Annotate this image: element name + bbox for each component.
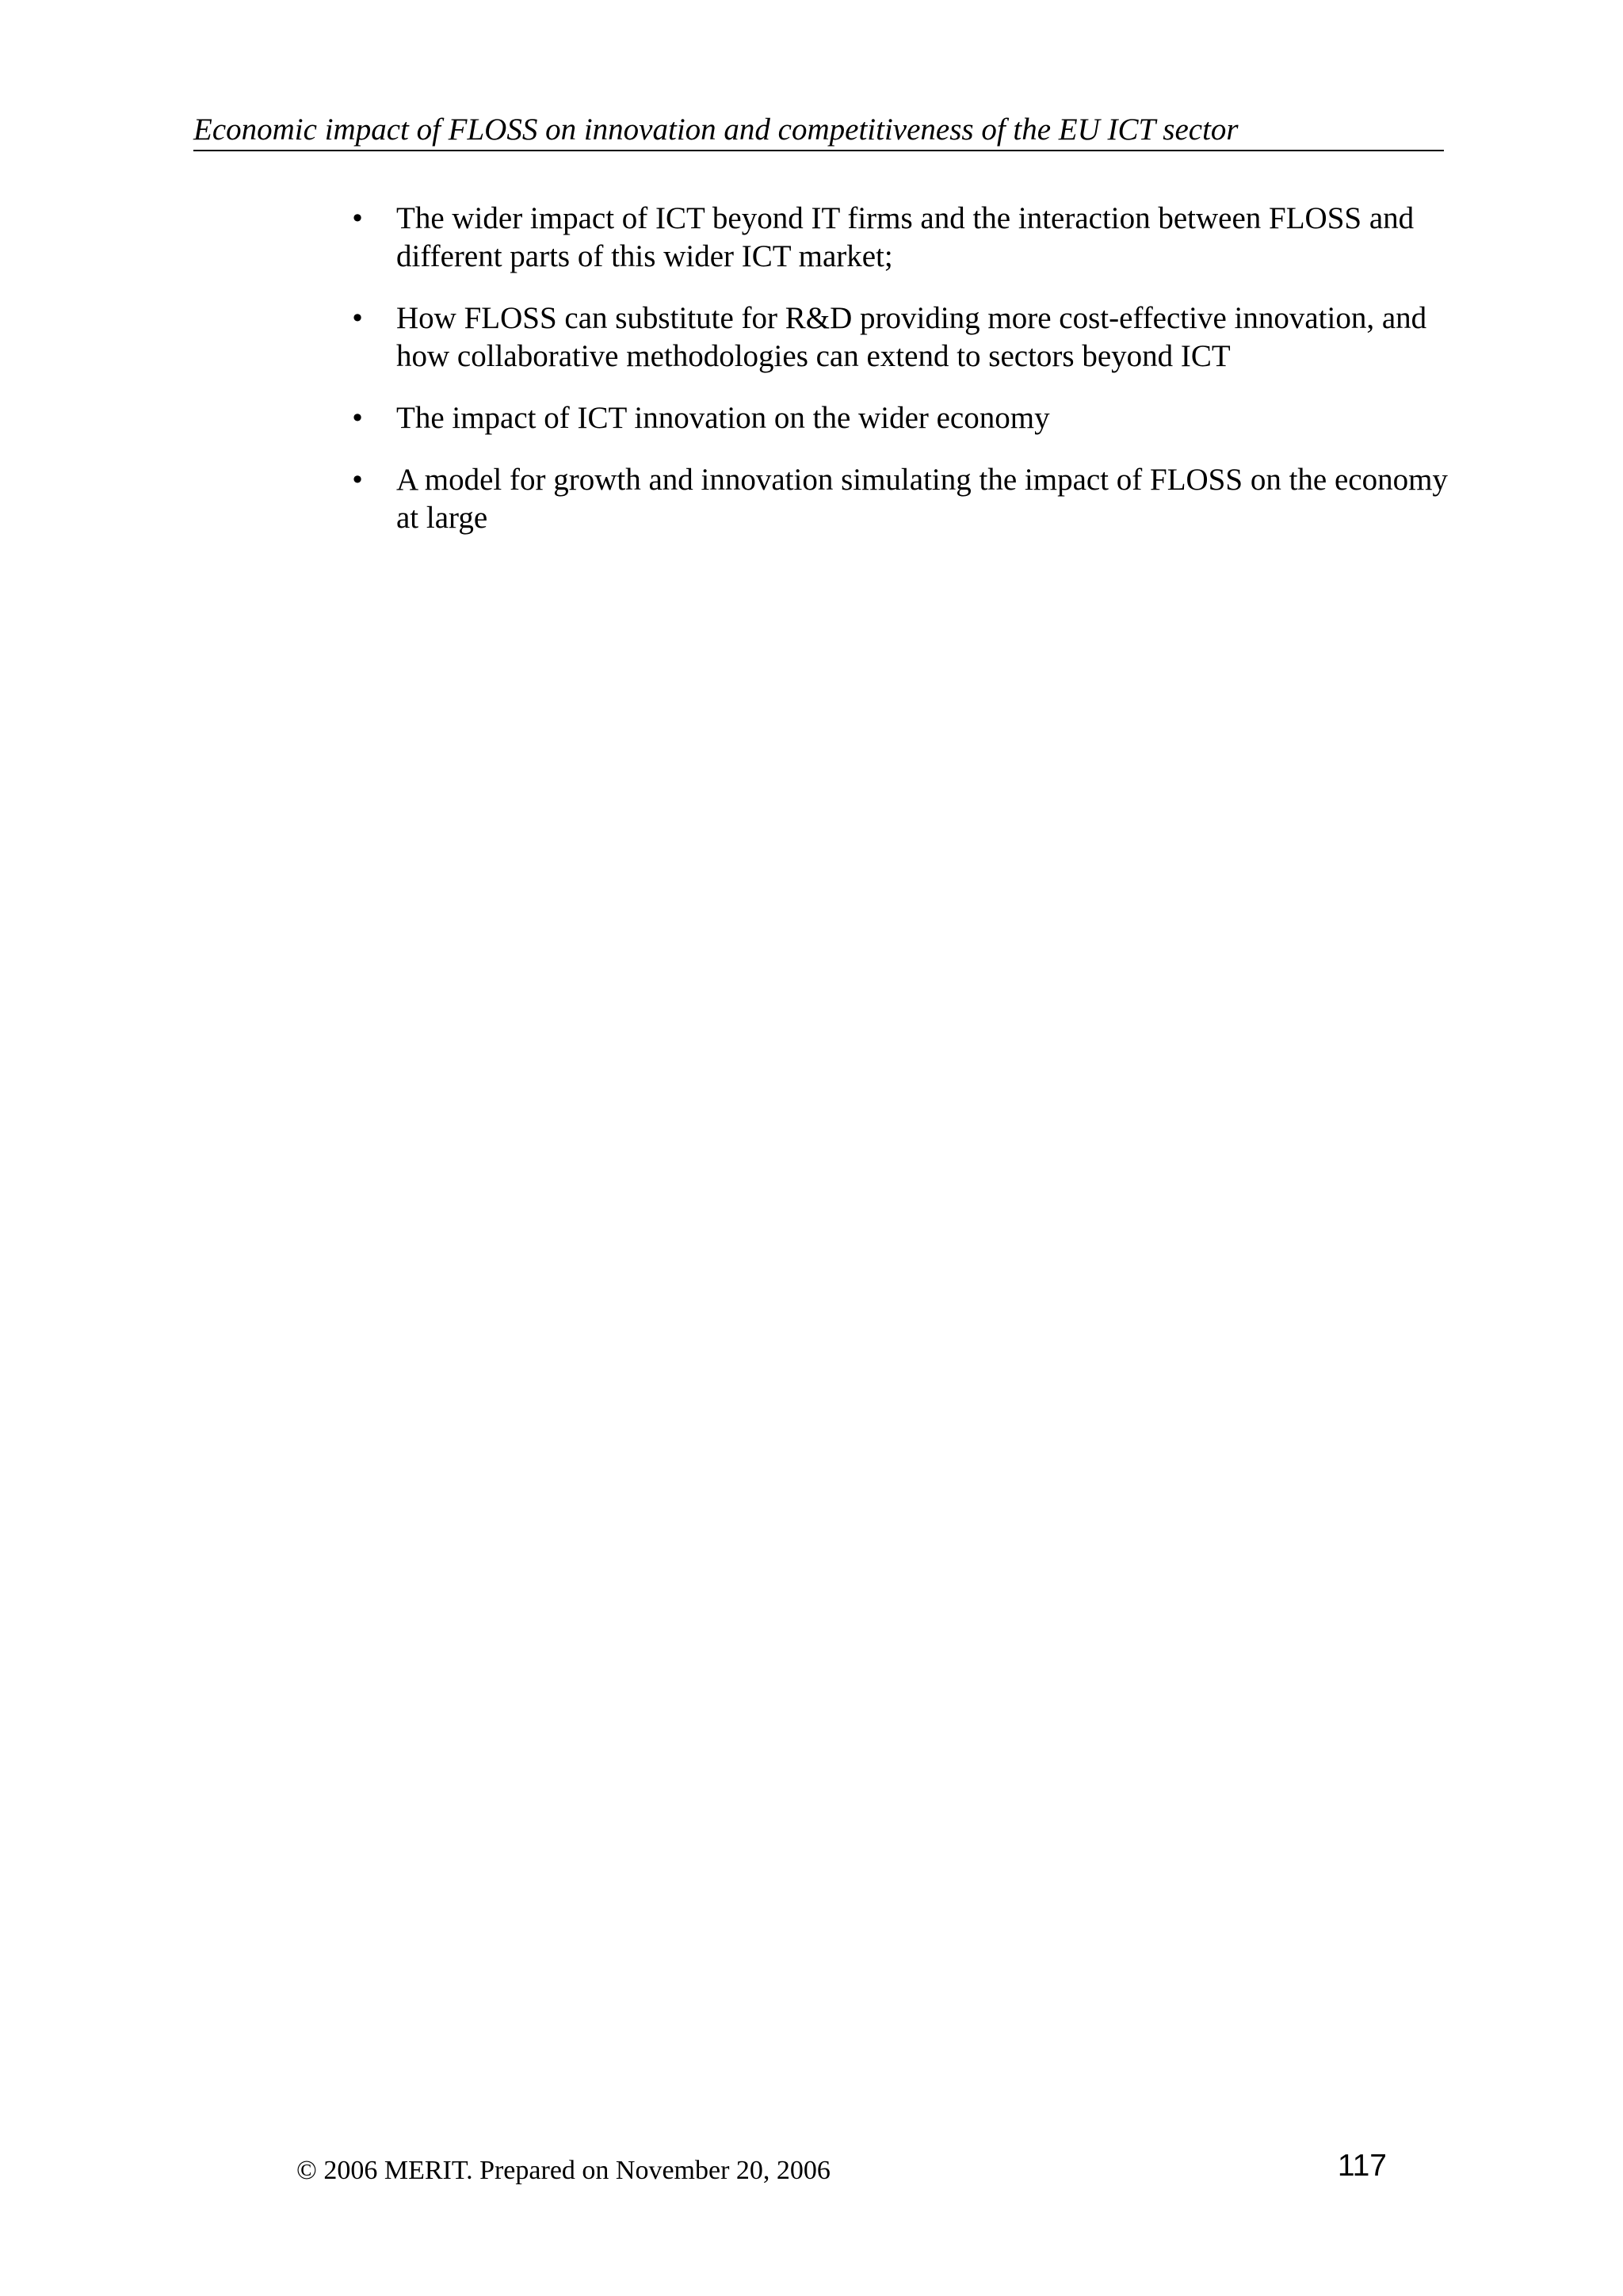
bullet-icon: •: [349, 403, 365, 433]
list-item-text: The impact of ICT innovation on the wider economy: [396, 401, 1050, 435]
list-item-text: The wider impact of ICT beyond IT firms and the interaction between FLOSS and different parts of this wider ICT market;: [396, 201, 1415, 273]
running-header: Economic impact of FLOSS on innovation and competitiveness of the EU ICT sector: [193, 113, 1239, 147]
list-item-text: How FLOSS can substitute for R&D providing more cost-effective innovation, and how collaborative methodologies can extend to sectors beyond ICT: [396, 301, 1427, 373]
bullet-list: [337, 200, 1462, 561]
list-item: [337, 399, 1462, 437]
bullet-icon: •: [349, 303, 365, 334]
bullet-icon: •: [349, 465, 365, 495]
page-number: 117: [1337, 2149, 1387, 2183]
list-item: [337, 461, 1462, 537]
bullet-icon: •: [349, 204, 365, 234]
list-item: [337, 299, 1462, 376]
list-item-text: A model for growth and innovation simulating the impact of FLOSS on the economy at large: [396, 463, 1448, 535]
footer-copyright: © 2006 MERIT. Prepared on November 20, 2006: [296, 2156, 831, 2185]
list-item: [337, 200, 1462, 276]
header-rule: [193, 150, 1444, 151]
